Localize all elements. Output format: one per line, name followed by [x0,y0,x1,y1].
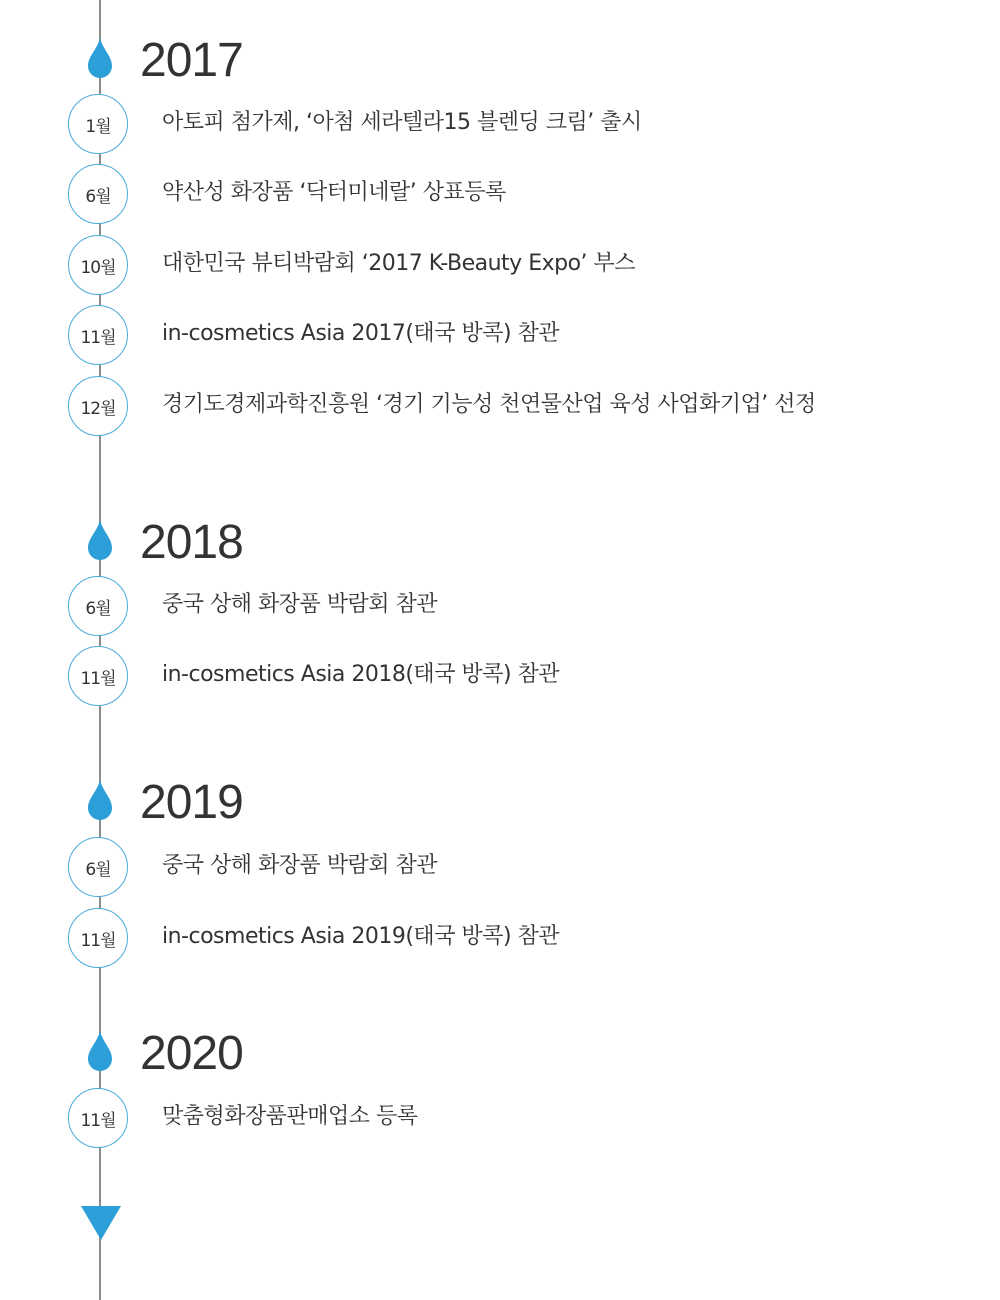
month-badge: 6월 [68,164,128,224]
event-text: in-cosmetics Asia 2018(태국 방콕) 참관 [162,662,560,687]
month-badge: 6월 [68,576,128,636]
month-badge: 6월 [68,837,128,897]
year-header-2019 [0,776,1000,840]
timeline-event [0,164,1000,226]
timeline-event [0,305,1000,367]
droplet-icon [87,520,113,564]
month-badge: 11월 [68,646,128,706]
event-text: 약산성 화장품 ‘닥터미네랄’ 상표등록 [162,180,506,205]
month-badge: 11월 [68,908,128,968]
event-text: 맞춤형화장품판매업소 등록 [162,1104,418,1129]
year-label: 2020 [140,1027,243,1080]
month-badge: 10월 [68,235,128,295]
timeline-event [0,1088,1000,1150]
year-label: 2019 [140,776,243,829]
event-text: in-cosmetics Asia 2019(태국 방콕) 참관 [162,924,560,949]
event-text: 아토피 첨가제, ‘아첨 세라텔라15 블렌딩 크림’ 출시 [162,110,642,135]
event-text: 대한민국 뷰티박람회 ‘2017 K-Beauty Expo’ 부스 [162,251,636,276]
timeline-event [0,376,1000,438]
month-badge: 12월 [68,376,128,436]
timeline-event [0,837,1000,899]
year-label: 2018 [140,516,243,569]
droplet-icon [87,1031,113,1075]
arrow-down-icon [81,1206,121,1240]
year-label: 2017 [140,34,243,87]
timeline-event [0,235,1000,297]
event-text: 중국 상해 화장품 박람회 참관 [162,592,437,617]
year-header-2017 [0,34,1000,98]
month-badge: 11월 [68,1088,128,1148]
event-text: in-cosmetics Asia 2017(태국 방콕) 참관 [162,321,560,346]
event-text: 경기도경제과학진흥원 ‘경기 기능성 천연물산업 육성 사업화기업’ 선정 [162,392,816,417]
event-text: 중국 상해 화장품 박람회 참관 [162,853,437,878]
droplet-icon [87,38,113,82]
timeline-event [0,576,1000,638]
timeline-event [0,646,1000,708]
year-header-2018 [0,516,1000,580]
year-header-2020 [0,1027,1000,1091]
month-badge: 1월 [68,94,128,154]
month-badge: 11월 [68,305,128,365]
timeline-event [0,94,1000,156]
timeline-event [0,908,1000,970]
droplet-icon [87,780,113,824]
